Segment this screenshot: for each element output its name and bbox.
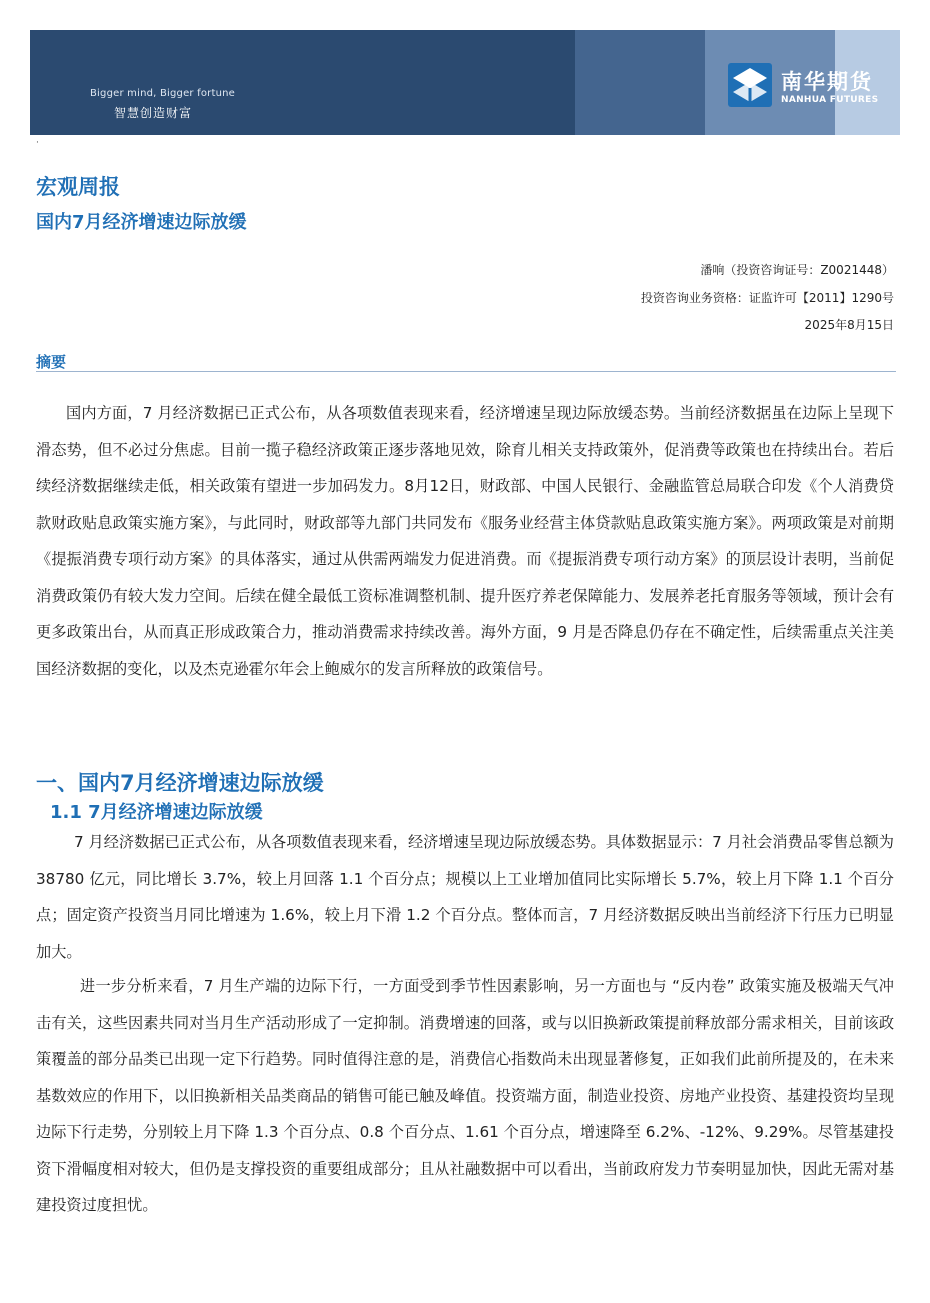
slogan-english: Bigger mind, Bigger fortune [90,88,236,99]
report-title: 国内7月经济增速边际放缓 [36,212,247,233]
body-paragraph: 进一步分析来看，7 月生产端的边际下行，一方面受到季节性因素影响，另一方面也与 “反内卷” 政策实施及极端天气冲击有关，这些因素共同对当月生产活动形成了一定抑制。消费增速的回落，或与以旧换新政策提前释放部分需求相关，目前该政策覆盖的部分品类已出现一定下行趋势。同时值得注意的是，消费信心指数尚未出现显著修复，正如我们此前所提及的，在未来基数效应的作用下，以旧换新相关品类商品的销售可能已触及峰值。投资端方面，制造业投资、房地产业投资、基建投资均呈现边际下行走势，分别较上月下降 1.3 个百分点、0.8 个百分点、1.61 个百分点，增速降至 6.2%、-12%、9.29%。尽管基建投资下滑幅度相对较大，但仍是支撑投资的重要组成部分；且从社融数据中可以看出，当前政府发力节奏明显加快，因此无需对基建投资过度担忧。 [36,977,894,1214]
summary-divider [36,371,896,372]
section-heading: 一、国内7月经济增速边际放缓 [36,771,324,795]
banner-panel [575,30,705,135]
analyst-line: 潘响（投资咨询证号：Z0021448） [700,263,894,277]
report-category: 宏观周报 [36,175,120,199]
subsection-heading: 1.1 7月经济增速边际放缓 [50,802,263,823]
summary-paragraph: 国内方面，7 月经济数据已正式公布，从各项数值表现来看，经济增速呈现边际放缓态势。当前经济数据虽在边际上呈现下滑态势，但不必过分焦虑。目前一揽子稳经济政策正逐步落地见效，除育儿相关支持政策外，促消费等政策也在持续出台。若后续经济数据继续走低，相关政策有望进一步加码发力。8月12日，财政部、中国人民银行、金融监管总局联合印发《个人消费贷款财政贴息政策实施方案》，与此同时，财政部等九部门共同发布《服务业经营主体贷款贴息政策实施方案》。两项政策是对前期《提振消费专项行动方案》的具体落实，通过从供需两端发力促进消费。而《提振消费专项行动方案》的顶层设计表明，当前促消费政策仍有较大发力空间。后续在健全最低工资标准调整机制、提升医疗养老保障能力、发展养老托育服务等领域，预计会有更多政策出台，从而真正形成政策合力，推动消费需求持续改善。海外方面，9 月是否降息仍存在不确定性，后续需重点关注美国经济数据的变化，以及杰克逊霍尔年会上鲍威尔的发言所释放的政策信号。 [36,404,894,678]
brand-logo [727,62,897,112]
header-dot: · [36,138,39,148]
report-date: 2025年8月15日 [804,318,894,332]
brand-name-english: NANHUA FUTURES [781,95,879,105]
summary-label: 摘要 [36,353,67,371]
slogan-chinese: 智慧创造财富 [114,106,193,120]
body-paragraph: 7 月经济数据已正式公布，从各项数值表现来看，经济增速呈现边际放缓态势。具体数据显示：7 月社会消费品零售总额为 38780 亿元，同比增长 3.7%，较上月回落 1.1 个百分点；规模以上工业增加值同比实际增长 5.7%，较上月下降 1.1 个百分点；固定资产投资当月同比增速为 1.6%，较上月下滑 1.2 个百分点。整体而言，7 月经济数据反映出当前经济下行压力已明显加大。 [36,833,894,961]
nanhua-logo-icon [727,62,773,108]
brand-name-chinese: 南华期货 [781,70,873,94]
header-banner [30,30,900,135]
license-line: 投资咨询业务资格：证监许可【2011】1290号 [640,291,894,305]
